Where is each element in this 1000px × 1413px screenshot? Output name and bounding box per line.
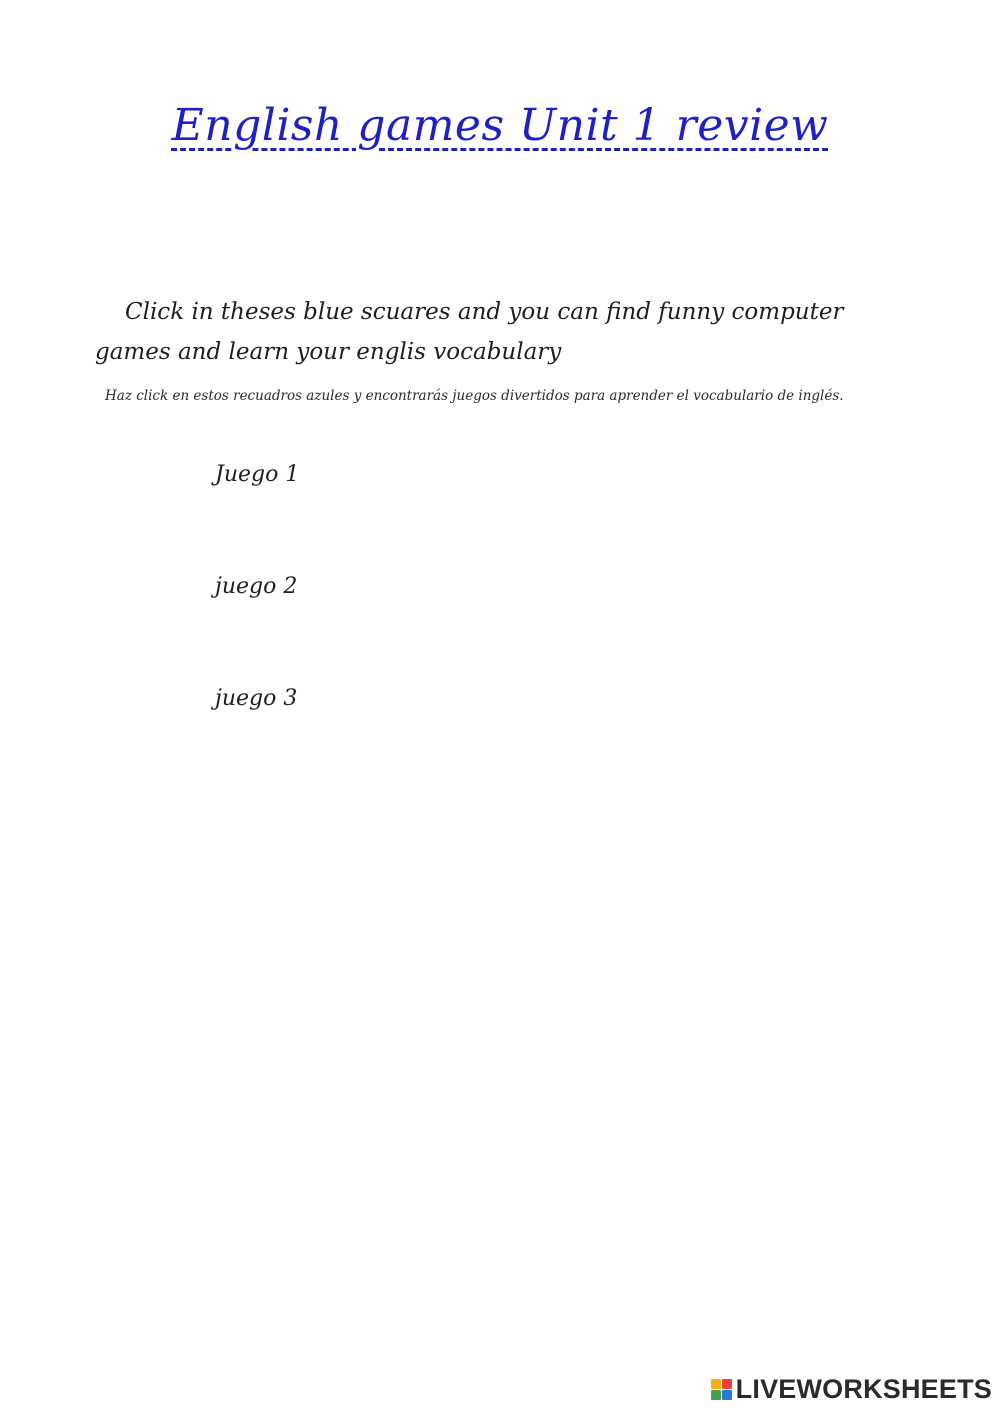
logo-square-icon [722,1390,732,1400]
logo-grid-icon [711,1379,732,1400]
logo-square-icon [711,1390,721,1400]
logo-square-icon [711,1379,721,1389]
logo-square-icon [722,1379,732,1389]
instructions-english: Click in theses blue scuares and you can find funny computer games and learn your englis vocabulary [95,299,844,365]
game-link-2[interactable]: juego 2 [215,574,298,599]
worksheet-title: English games Unit 1 review [171,100,829,151]
game-link-3[interactable]: juego 3 [215,686,298,711]
instructions-spanish: Haz click en estos recuadros azules y encontrarás juegos divertidos para aprender el vocabulario de inglés. [105,388,844,404]
game-link-1[interactable]: Juego 1 [215,462,300,487]
liveworksheets-logo [711,1374,992,1405]
logo-text: LIVEWORKSHEETS [735,1374,992,1404]
